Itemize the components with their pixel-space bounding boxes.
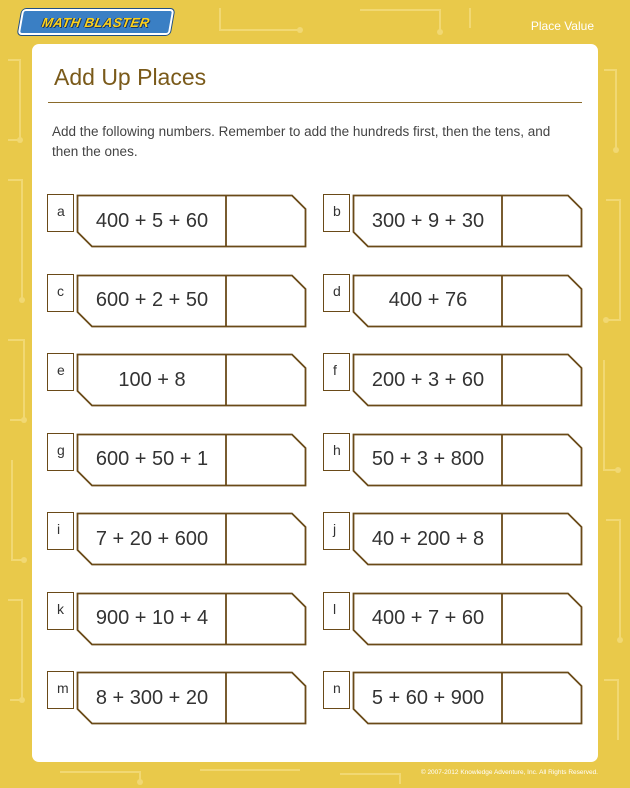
problem-expression: 40 + 200 + 8 <box>371 527 485 550</box>
answer-box[interactable] <box>503 274 581 328</box>
problem-e <box>47 353 307 407</box>
problem-letter: l <box>323 592 350 630</box>
problem-expression: 600 + 2 + 50 <box>95 289 209 311</box>
topic-label: Place Value <box>530 19 594 33</box>
problem-expression: 400 + 76 <box>388 289 468 311</box>
copyright-notice: © 2007-2012 Knowledge Adventure, Inc. All Rights Reserved. <box>420 769 598 776</box>
problem-d <box>323 274 583 328</box>
problem-b <box>323 194 583 248</box>
problem-letter: n <box>323 671 350 709</box>
answer-box[interactable] <box>503 433 581 487</box>
problem-letter: b <box>323 194 350 232</box>
title-divider <box>48 102 582 103</box>
problem-l <box>323 592 583 646</box>
problem-h <box>323 433 583 487</box>
page-title: Add Up Places <box>54 64 207 90</box>
logo-text: MATH BLASTER <box>40 14 152 30</box>
answer-box[interactable] <box>503 671 581 725</box>
answer-box[interactable] <box>227 194 305 248</box>
problem-letter: k <box>47 592 74 630</box>
answer-box[interactable] <box>503 512 581 566</box>
problem-g <box>47 433 307 487</box>
answer-box[interactable] <box>227 353 305 407</box>
answer-box[interactable] <box>227 592 305 646</box>
problem-expression: 300 + 9 + 30 <box>371 209 485 232</box>
math-blaster-logo <box>18 9 175 35</box>
problem-expression: 600 + 50 + 1 <box>95 448 209 470</box>
problem-letter: d <box>323 274 350 312</box>
answer-box[interactable] <box>227 274 305 328</box>
problem-c <box>47 274 307 328</box>
problem-letter: m <box>47 671 74 709</box>
problem-k <box>47 592 307 646</box>
problem-expression: 50 + 3 + 800 <box>371 448 485 470</box>
problem-letter: f <box>323 353 350 391</box>
problem-letter: a <box>47 194 74 232</box>
problem-expression: 7 + 20 + 600 <box>95 527 209 550</box>
problem-expression: 200 + 3 + 60 <box>371 368 485 391</box>
instructions-text: Add the following numbers. Remember to add the hundreds first, then the tens, and then the ones. <box>52 124 551 159</box>
problem-expression: 900 + 10 + 4 <box>95 607 209 629</box>
problem-letter: c <box>47 274 74 312</box>
problem-letter: e <box>47 353 74 391</box>
problem-f <box>323 353 583 407</box>
problem-expression: 400 + 5 + 60 <box>95 209 209 232</box>
problem-expression: 8 + 300 + 20 <box>95 686 209 709</box>
problem-i <box>47 512 307 566</box>
answer-box[interactable] <box>227 512 305 566</box>
problem-letter: j <box>323 512 350 550</box>
problem-n <box>323 671 583 725</box>
problem-expression: 5 + 60 + 900 <box>371 686 485 709</box>
problem-expression: 100 + 8 <box>118 368 186 391</box>
answer-box[interactable] <box>503 353 581 407</box>
answer-box[interactable] <box>503 592 581 646</box>
problem-letter: h <box>323 433 350 471</box>
worksheet-panel <box>32 44 598 762</box>
problem-letter: i <box>47 512 74 550</box>
answer-box[interactable] <box>227 671 305 725</box>
problem-expression: 400 + 7 + 60 <box>371 607 485 629</box>
problem-letter: g <box>47 433 74 471</box>
answer-box[interactable] <box>503 194 581 248</box>
problem-m <box>47 671 307 725</box>
answer-box[interactable] <box>227 433 305 487</box>
problem-j <box>323 512 583 566</box>
problem-a <box>47 194 307 248</box>
